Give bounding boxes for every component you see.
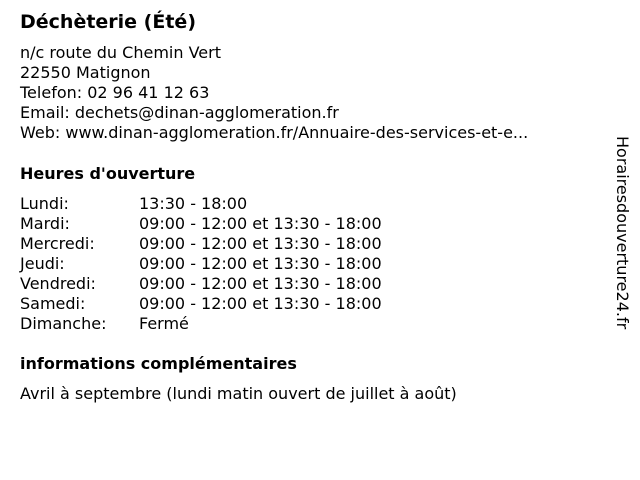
day-label: Mercredi:	[20, 234, 95, 253]
time-value: 09:00 - 12:00 et 13:30 - 18:00	[139, 234, 382, 253]
info-text: Avril à septembre (lundi matin ouvert de juillet à août)	[20, 384, 457, 403]
day-label: Vendredi:	[20, 274, 96, 293]
time-value: 09:00 - 12:00 et 13:30 - 18:00	[139, 274, 382, 293]
time-value: 09:00 - 12:00 et 13:30 - 18:00	[139, 214, 382, 233]
address-city: 22550 Matignon	[20, 63, 151, 82]
hours-heading: Heures d'ouverture	[20, 164, 196, 183]
day-label: Mardi:	[20, 214, 70, 233]
time-value: Fermé	[139, 314, 189, 333]
web-line: Web: www.dinan-agglomeration.fr/Annuaire-des-services-et-e...	[20, 123, 529, 142]
time-value: 09:00 - 12:00 et 13:30 - 18:00	[139, 254, 382, 273]
time-value: 09:00 - 12:00 et 13:30 - 18:00	[139, 294, 382, 313]
address-street: n/c route du Chemin Vert	[20, 43, 221, 62]
day-label: Samedi:	[20, 294, 86, 313]
email-line: Email: dechets@dinan-agglomeration.fr	[20, 103, 339, 122]
info-heading: informations complémentaires	[20, 354, 297, 373]
page-title: Déchèterie (Été)	[20, 11, 197, 33]
day-label: Jeudi:	[20, 254, 65, 273]
day-label: Lundi:	[20, 194, 69, 213]
site-watermark: Horairesdouverture24.fr	[613, 136, 632, 330]
day-label: Dimanche:	[20, 314, 107, 333]
address-block	[20, 43, 528, 143]
phone-line: Telefon: 02 96 41 12 63	[20, 83, 210, 102]
time-value: 13:30 - 18:00	[139, 194, 248, 213]
